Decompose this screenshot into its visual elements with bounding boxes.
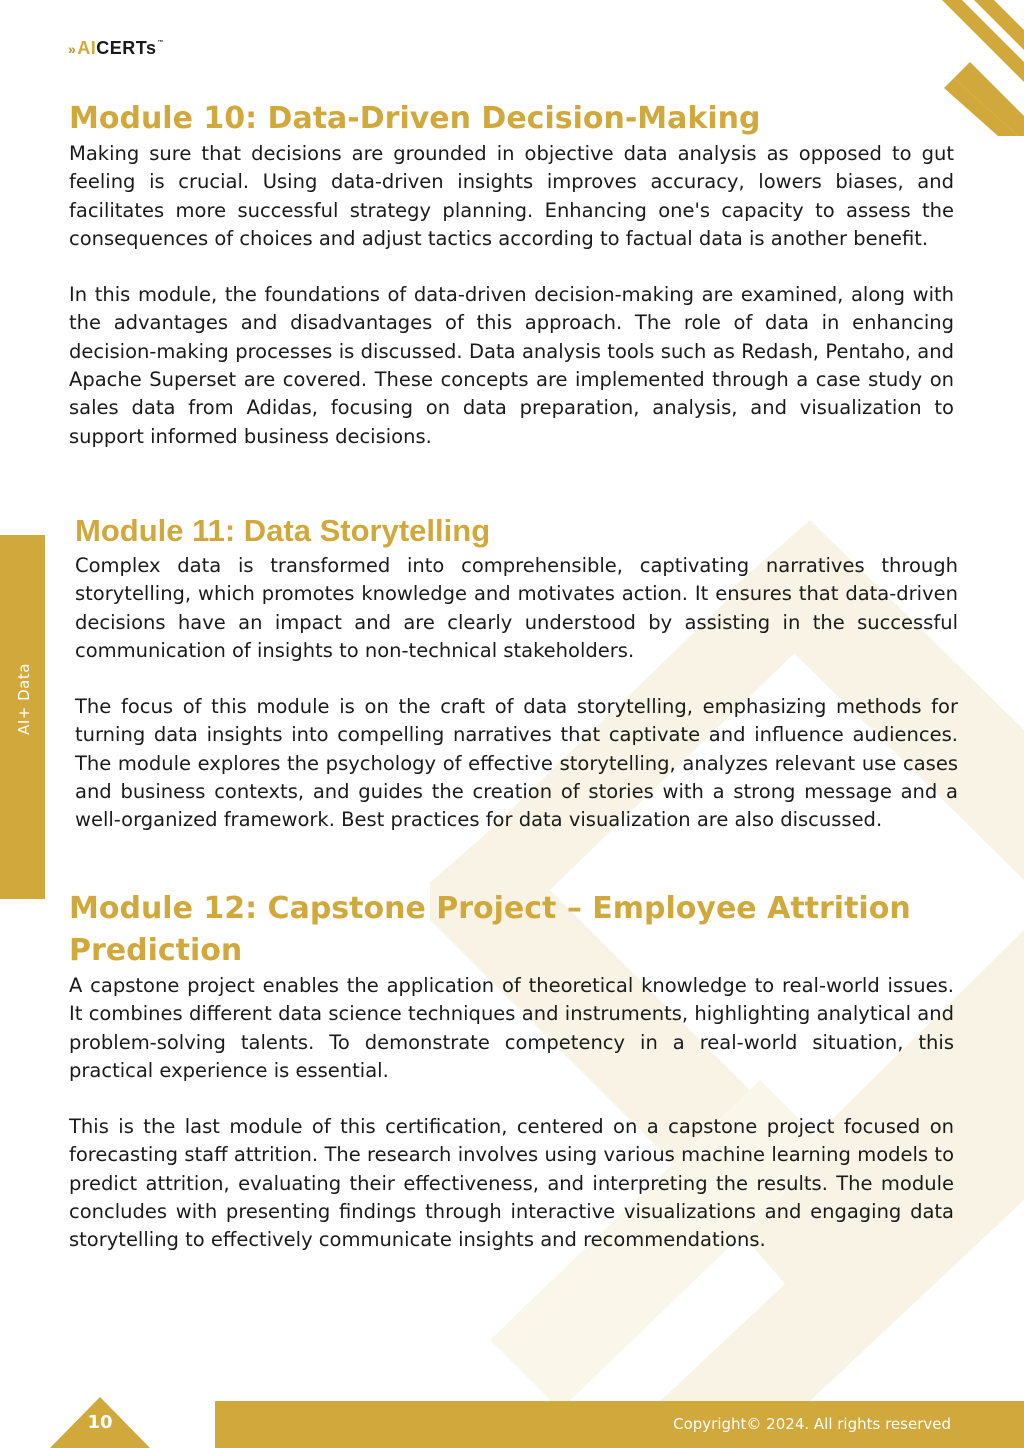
module-10-title: Module 10: Data-Driven Decision-Making: [69, 101, 761, 136]
copyright-text: Copyright© 2024. All rights reserved: [673, 1415, 951, 1433]
logo-chevron-icon: »: [68, 41, 77, 57]
module-11-title: Module 11: Data Storytelling: [75, 513, 491, 548]
side-tab-label: AI+ Data: [15, 663, 33, 735]
footer-bar: [215, 1401, 1024, 1448]
module-11-paragraph-2: The focus of this module is on the craft of data storytelling, emphasizing methods for turning data insights into compelling narratives that captivate and influence audiences. The module explores the psychology of effective storytelling, analyzes relevant use cases and business contexts, and guides the creation of stories with a strong message and a well-organized framework. Best practices for data visualization are also discussed.: [75, 695, 958, 832]
module-12-section: [69, 888, 954, 1283]
module-10-paragraph-2: In this module, the foundations of data-driven decision-making are examined, along with the advantages and disadvantages of this approach. The role of data in enhancing decision-making processes is discussed. Data analysis tools such as Redash, Pentaho, and Apache Superset are covered. These concepts are implemented through a case study on sales data from Adidas, focusing on data preparation, analysis, and visualization to support informed business decisions.: [69, 283, 954, 448]
aicerts-logo: [68, 38, 164, 60]
module-10-section: [69, 98, 954, 479]
module-11-paragraph-1: Complex data is transformed into comprehensible, captivating narratives through storytelling, which promotes knowledge and motivates action. It ensures that data-driven decisions have an impact and are clearly understood by assisting in the successful communication of insights to non-technical stakeholders.: [75, 554, 958, 662]
logo-certs-text: CERTs: [96, 38, 157, 58]
module-12-paragraph-2: This is the last module of this certification, centered on a capstone project focused on forecasting staff attrition. The research involves using various machine learning models to predict attrition, evaluating their effectiveness, and interpreting the results. The module concludes with presenting findings through interactive visualizations and engaging data storytelling to effectively communicate insights and recommendations.: [69, 1115, 954, 1252]
module-10-paragraph-1: Making sure that decisions are grounded in objective data analysis as opposed to gut feeling is crucial. Using data-driven insights improves accuracy, lowers biases, and facilitates more successful strategy planning. Enhancing one's capacity to assess the consequences of choices and adjust tactics according to factual data is another benefit.: [69, 142, 954, 250]
logo-ai-text: AI: [77, 38, 97, 58]
logo-trademark: ™: [157, 40, 164, 46]
module-11-section: [75, 510, 958, 863]
module-12-paragraph-1: A capstone project enables the application of theoretical knowledge to real-world issues. It combines different data science techniques and instruments, highlighting analytical and problem-solving talents. To demonstrate competency in a real-world situation, this practical experience is essential.: [69, 974, 954, 1082]
page-number: 10: [87, 1412, 113, 1433]
module-12-title: Module 12: Capstone Project – Employee Attrition Prediction: [69, 891, 911, 968]
